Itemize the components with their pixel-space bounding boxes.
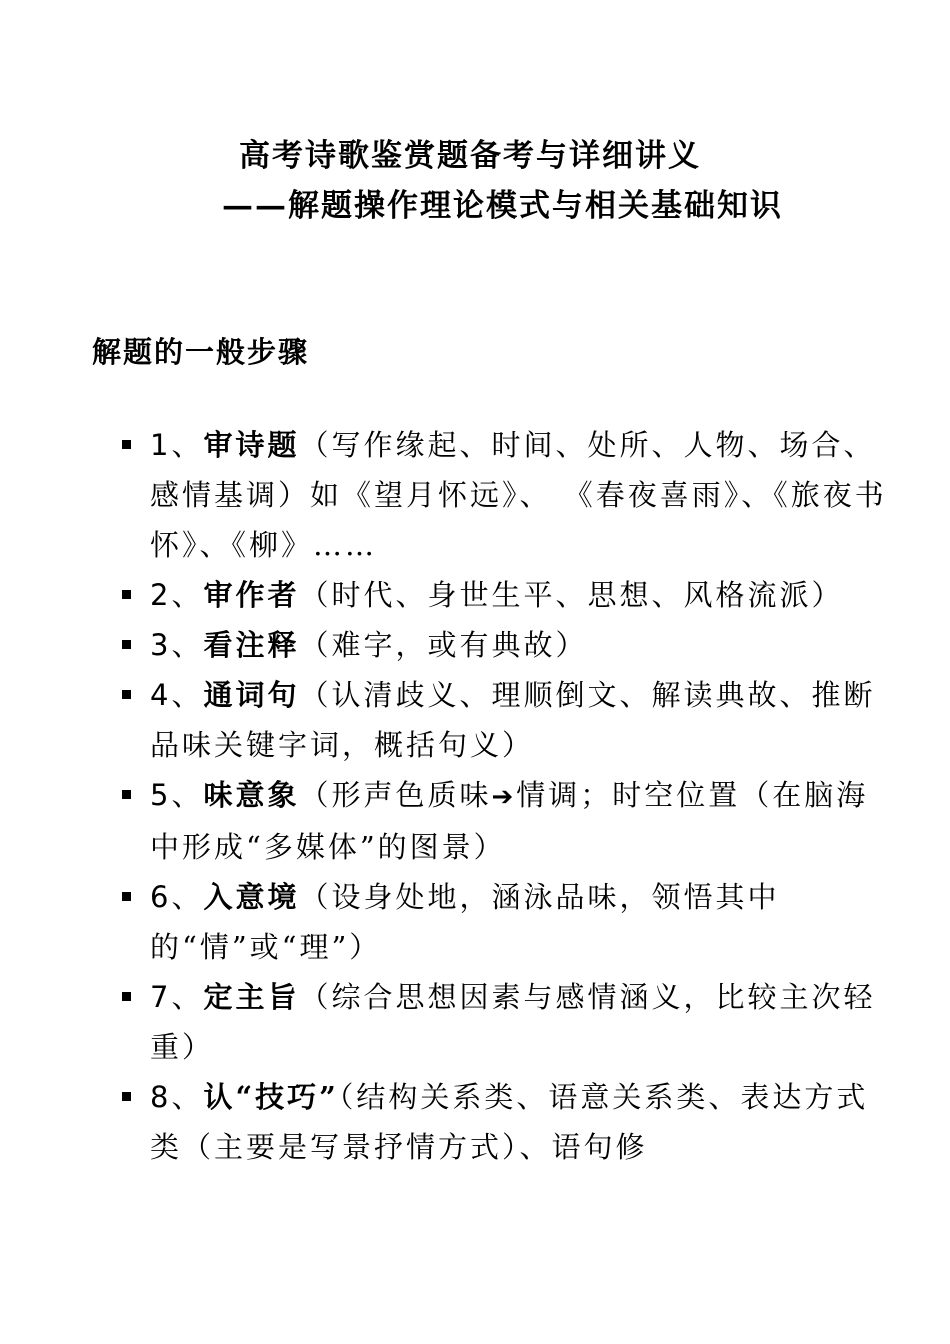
right-arrow-icon: ➔	[491, 782, 517, 812]
step-number: 6、	[150, 880, 204, 914]
step-item-5	[118, 770, 888, 872]
step-description: （形声色质味	[299, 778, 492, 812]
bullet-icon	[122, 590, 131, 599]
step-keyword: 味意象	[203, 778, 300, 812]
step-number: 3、	[150, 628, 204, 662]
step-description: （综合思想因素与感情涵义，比较主次轻重）	[150, 980, 876, 1064]
step-keyword: 入意境	[203, 880, 300, 914]
step-keyword: 认“技巧”	[203, 1080, 339, 1114]
bullet-icon	[122, 992, 131, 1001]
step-item-2	[118, 570, 888, 620]
step-item-4	[118, 670, 888, 770]
step-description: （设身处地，涵泳品味，领悟其中的“情”或“理”）	[150, 880, 780, 964]
step-item-1	[118, 420, 888, 570]
bullet-icon	[122, 690, 131, 699]
step-keyword: 审诗题	[203, 428, 300, 462]
step-keyword: 定主旨	[203, 980, 300, 1014]
step-description: （写作缘起、时间、处所、人物、场合、感情基调）如《望月怀远》、 《春夜喜雨》、《旅夜书怀》、《柳》……	[150, 428, 887, 562]
step-description: （时代、身世生平、思想、风格流派）	[299, 578, 844, 612]
steps-list	[118, 420, 888, 1172]
step-item-3	[118, 620, 888, 670]
step-item-7	[118, 972, 888, 1072]
step-item-8	[118, 1072, 888, 1172]
step-description: （认清歧义、理顺倒文、解读典故、推断品味关键字词，概括句义）	[150, 678, 876, 762]
step-keyword: 通词句	[203, 678, 300, 712]
bullet-icon	[122, 440, 131, 449]
document-subtitle: ——解题操作理论模式与相关基础知识	[222, 188, 783, 224]
step-number: 2、	[150, 578, 204, 612]
step-keyword: 审作者	[203, 578, 300, 612]
step-description: （结构关系类、语意关系类、表达方式类（主要是写景抒情方式）、语句修	[150, 1080, 869, 1164]
bullet-icon	[122, 1092, 131, 1101]
bullet-icon	[122, 892, 131, 901]
step-number: 8、	[150, 1080, 204, 1114]
step-item-6	[118, 872, 888, 972]
step-number: 1、	[150, 428, 204, 462]
step-description: （难字，或有典故）	[299, 628, 588, 662]
step-number: 4、	[150, 678, 204, 712]
step-keyword: 看注释	[203, 628, 300, 662]
step-number: 5、	[150, 778, 204, 812]
document-title: 高考诗歌鉴赏题备考与详细讲义	[239, 138, 701, 174]
step-number: 7、	[150, 980, 204, 1014]
bullet-icon	[122, 640, 131, 649]
step-description-continued: 情调；时空位置（在脑海中形成“多媒体”的图景）	[150, 778, 869, 864]
bullet-icon	[122, 790, 131, 799]
section-heading: 解题的一般步骤	[92, 335, 310, 369]
